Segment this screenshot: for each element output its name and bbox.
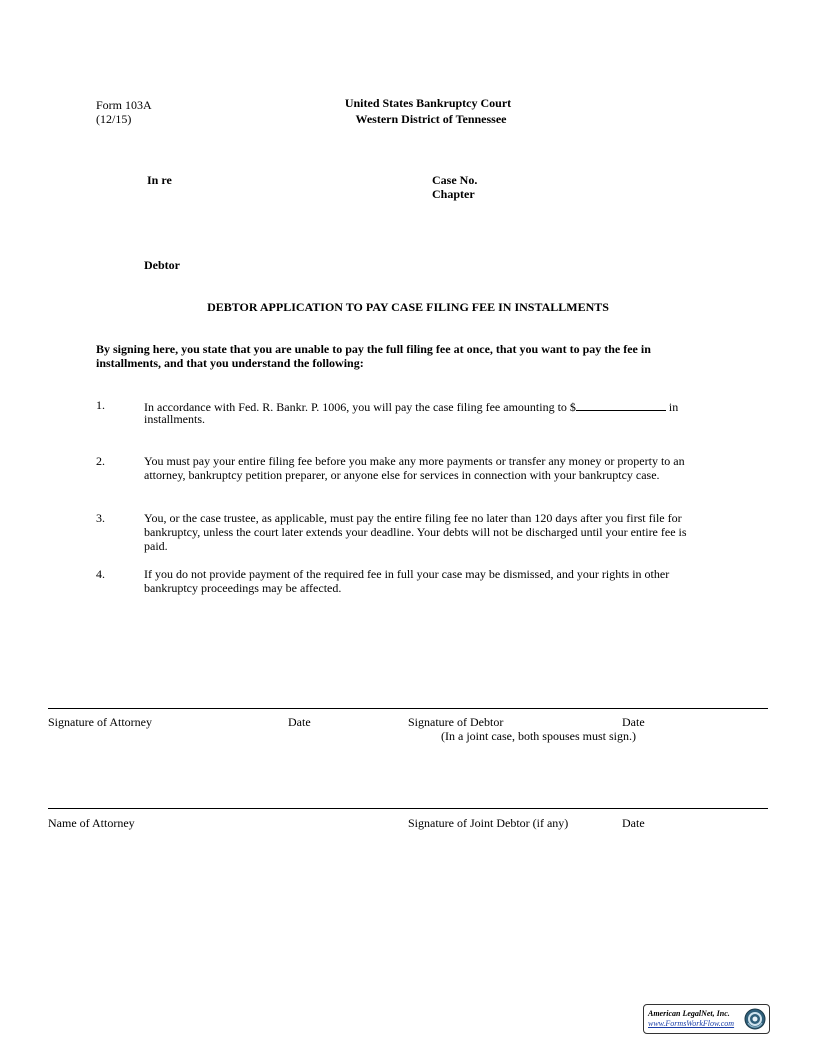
signature-of-joint-debtor-label: Signature of Joint Debtor (if any): [408, 816, 569, 830]
district-name: Western District of Tennessee: [355, 112, 507, 126]
joint-debtor-date-label: Date: [622, 816, 645, 830]
item-4-line-1: If you do not provide payment of the required fee in full your case may be dismissed, and your rights in other: [144, 567, 670, 581]
signature-of-attorney-label: Signature of Attorney: [48, 715, 152, 729]
case-no-label: Case No.: [432, 173, 478, 187]
item-2-line-2: attorney, bankruptcy petition preparer, or anyone else for services in connection with your bankruptcy case.: [144, 468, 660, 482]
signature-line-1[interactable]: [48, 708, 768, 709]
item-1-text: In accordance with Fed. R. Bankr. P. 1006, you will pay the case filing fee amounting to $: [144, 400, 576, 414]
publisher-name: American LegalNet, Inc.: [648, 1009, 730, 1018]
document-title: DEBTOR APPLICATION TO PAY CASE FILING FEE IN INSTALLMENTS: [207, 300, 609, 314]
item-1-line-2: installments.: [144, 412, 205, 426]
court-name: United States Bankruptcy Court: [344, 96, 512, 110]
item-3-line-1: You, or the case trustee, as applicable, must pay the entire filing fee no later than 120 days after you first file for: [144, 511, 682, 525]
item-number: 1.: [96, 398, 105, 412]
item-number: 4.: [96, 567, 105, 581]
in-re-label: In re: [147, 173, 172, 187]
item-4-line-2: bankruptcy proceedings may be affected.: [144, 581, 342, 595]
item-number: 2.: [96, 454, 105, 468]
form-number: Form 103A: [96, 98, 152, 112]
name-of-attorney-label: Name of Attorney: [48, 816, 135, 830]
joint-case-note: (In a joint case, both spouses must sign.): [441, 729, 636, 743]
signature-line-2[interactable]: [48, 808, 768, 809]
item-3-line-2: bankruptcy, unless the court later extends your deadline. Your debts will not be discharged until your entire fee is: [144, 525, 687, 539]
globe-icon: [744, 1008, 766, 1030]
signature-of-debtor-label: Signature of Debtor: [408, 715, 504, 729]
item-1-text-tail: in: [665, 400, 679, 414]
debtor-date-label: Date: [622, 715, 645, 729]
intro-line-1: By signing here, you state that you are unable to pay the full filing fee at once, that you want to pay the fee in: [96, 342, 651, 356]
form-date: (12/15): [96, 112, 132, 126]
debtor-label: Debtor: [144, 258, 180, 272]
item-3-line-3: paid.: [144, 539, 168, 553]
chapter-label: Chapter: [432, 187, 475, 201]
intro-line-2: installments, and that you understand the following:: [96, 356, 364, 370]
fee-amount-field[interactable]: [576, 398, 666, 411]
item-number: 3.: [96, 511, 105, 525]
publisher-logo[interactable]: [643, 1004, 770, 1034]
attorney-date-label: Date: [288, 715, 311, 729]
publisher-url-link[interactable]: www.FormsWorkFlow.com: [648, 1019, 735, 1028]
item-2-line-1: You must pay your entire filing fee before you make any more payments or transfer any money or property to an: [144, 454, 685, 468]
